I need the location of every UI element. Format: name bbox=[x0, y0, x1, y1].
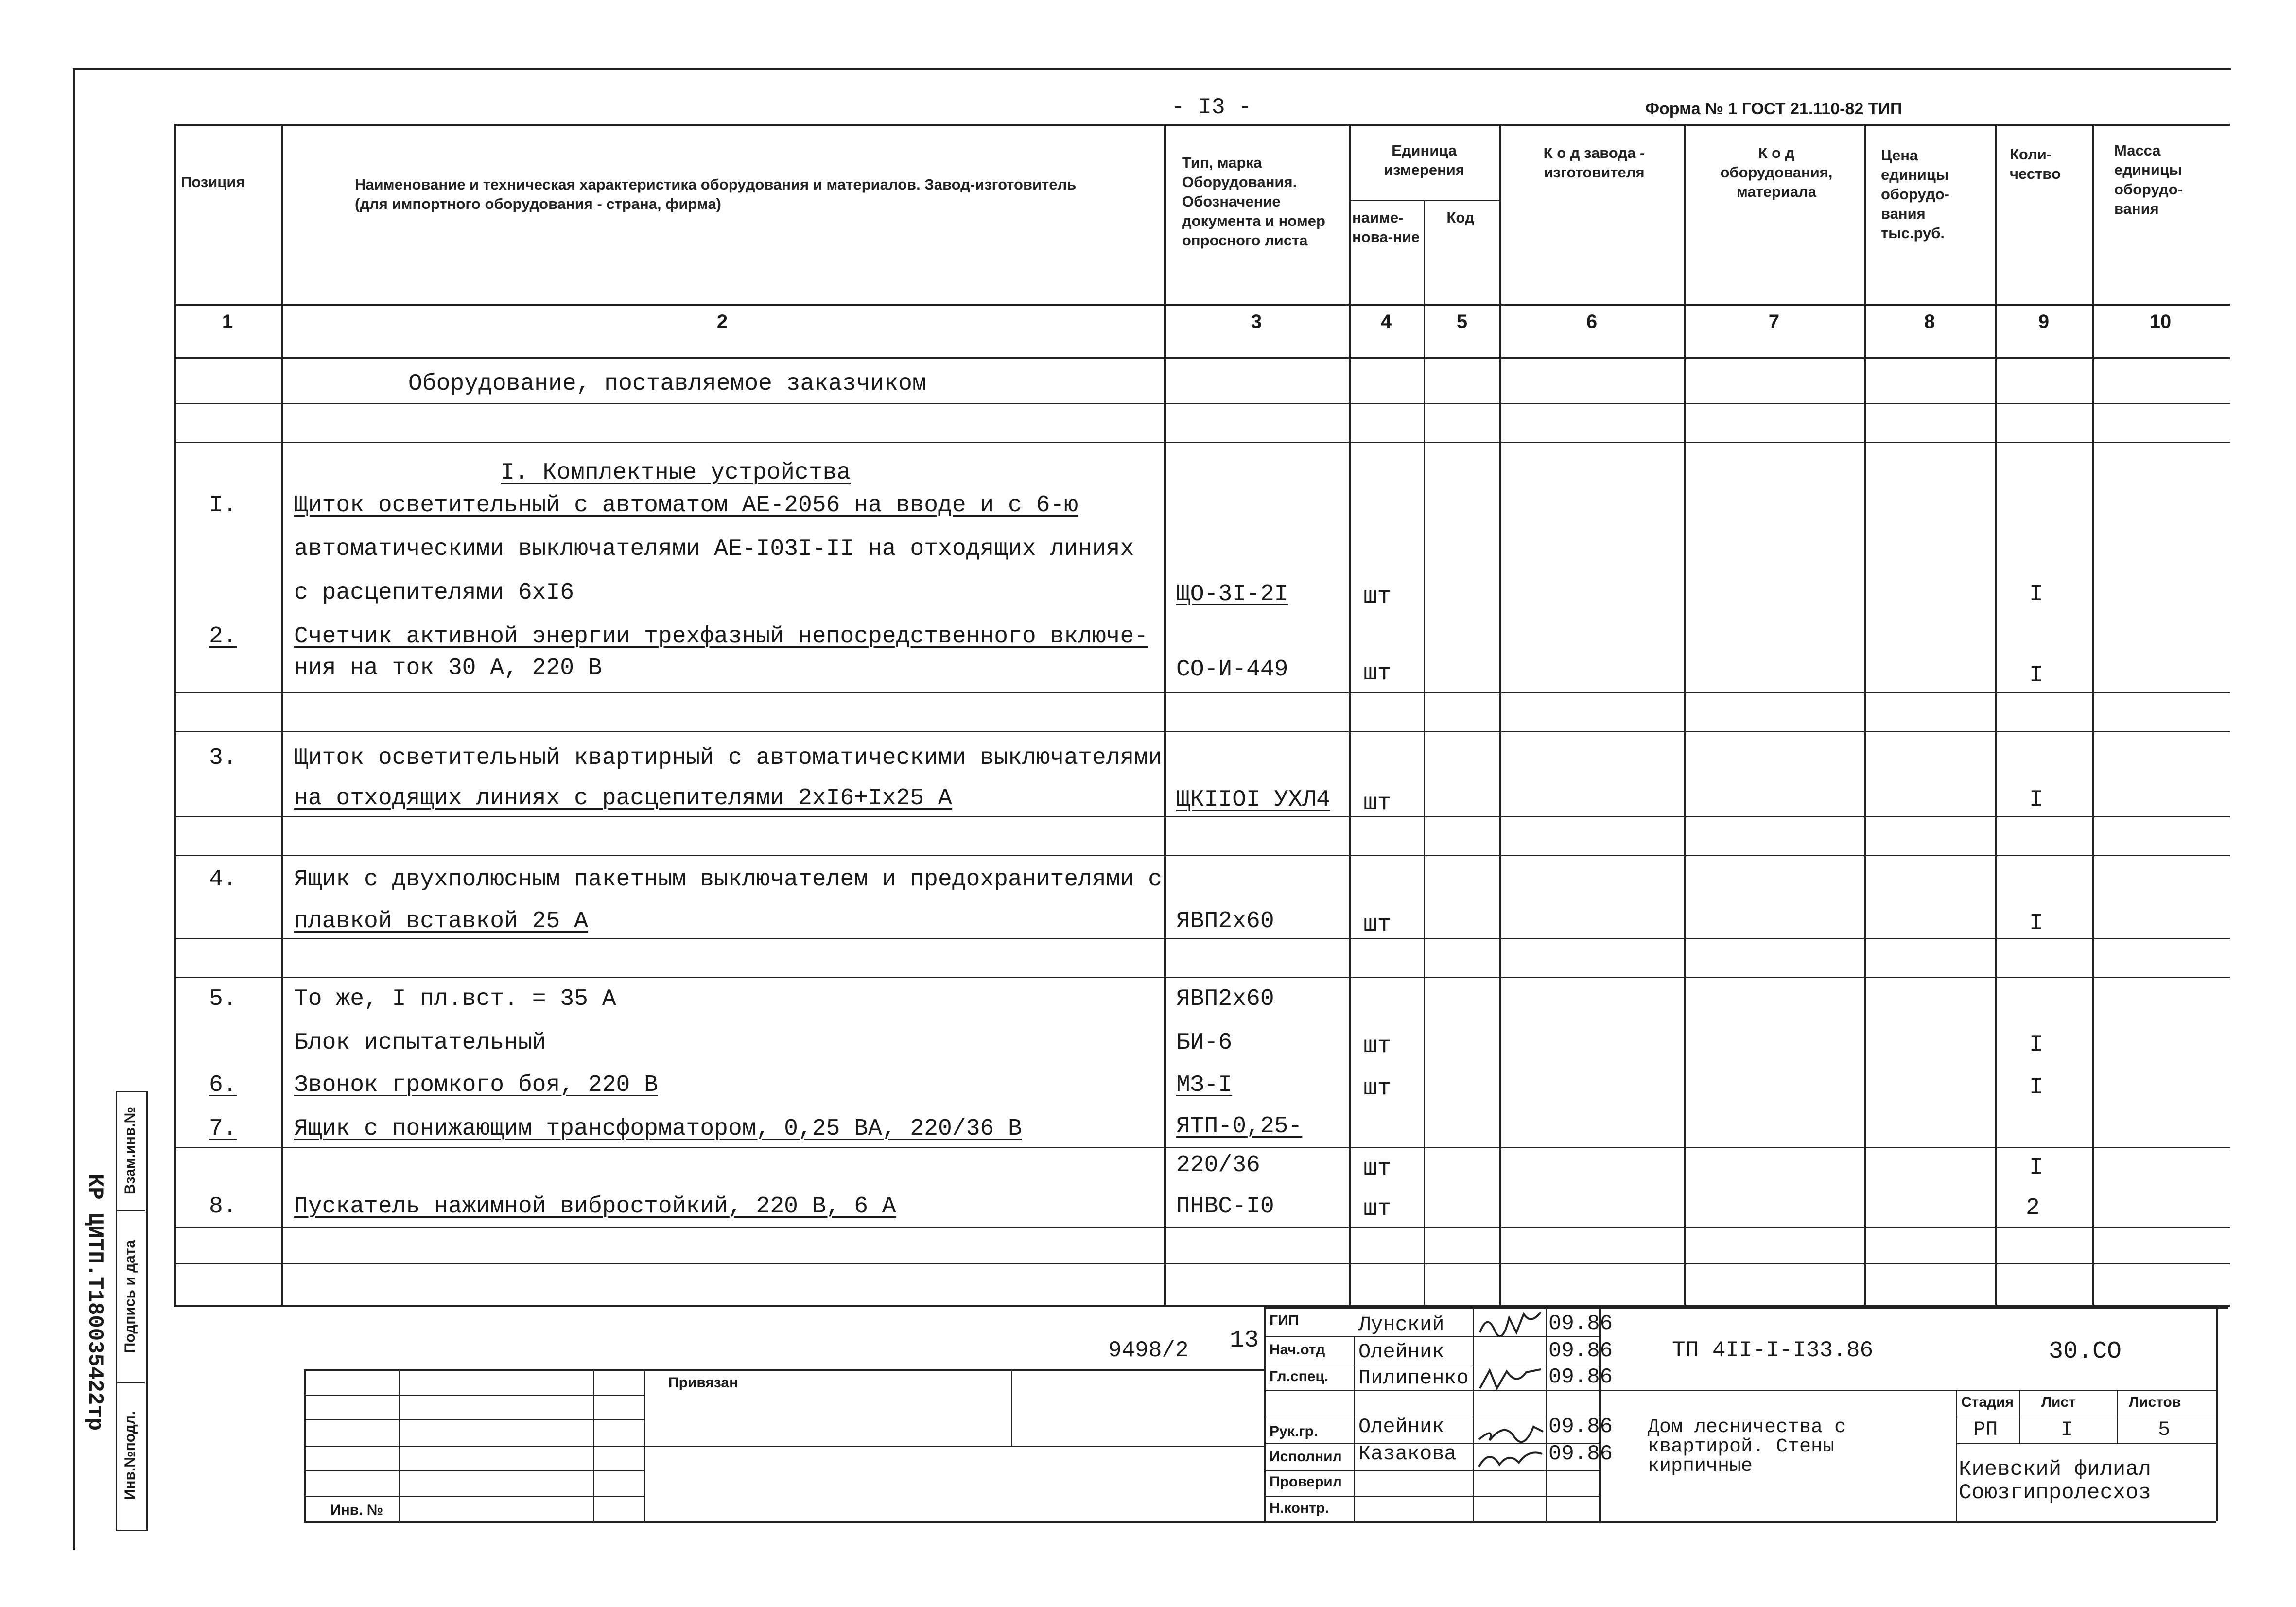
header-bottom-line bbox=[174, 304, 2230, 306]
row-type: БИ-6 bbox=[1176, 1030, 1233, 1056]
col-num-1: 1 bbox=[222, 311, 233, 332]
row-line bbox=[174, 1147, 2230, 1148]
row-line bbox=[174, 816, 2230, 817]
sig-role: Гл.спец. bbox=[1270, 1368, 1329, 1384]
row-unit: шт bbox=[1363, 790, 1392, 816]
col-7-header: К о д оборудования, материала bbox=[1720, 144, 1833, 200]
row-qty: 2 bbox=[2026, 1195, 2040, 1221]
col-num-2: 2 bbox=[716, 311, 728, 332]
col-line-2 bbox=[1164, 124, 1166, 1305]
sig-name: Казакова bbox=[1358, 1442, 1457, 1466]
row-unit: шт bbox=[1363, 912, 1392, 938]
tb-line bbox=[2216, 1307, 2218, 1521]
col-line-1 bbox=[281, 124, 283, 1305]
sig-role: Нач.отд bbox=[1270, 1342, 1325, 1358]
side-stamp-label: Взам.инв.№ bbox=[122, 1106, 138, 1195]
row-name: Пускатель нажимной вибростойкий, 220 В, 6 А bbox=[294, 1193, 896, 1220]
col-num-9: 9 bbox=[2038, 311, 2050, 332]
row-qty: I bbox=[2029, 1155, 2043, 1181]
sheet-value: I bbox=[2061, 1418, 2073, 1441]
row-name: на отходящих линиях с расцепителями 2хI6+Iх25 А bbox=[294, 785, 952, 812]
sheets-header: Листов bbox=[2129, 1394, 2181, 1410]
signature-scribble bbox=[1478, 1366, 1546, 1393]
row-unit: шт bbox=[1363, 1196, 1392, 1222]
col-num-4: 4 bbox=[1380, 311, 1392, 332]
col-5-header: Код bbox=[1446, 209, 1475, 226]
tb-line bbox=[1354, 1336, 1355, 1521]
sig-date: 09.86 bbox=[1548, 1339, 1613, 1363]
tb-line bbox=[304, 1395, 644, 1396]
signature-scribble bbox=[1475, 1443, 1546, 1470]
sig-role: Проверил bbox=[1270, 1474, 1342, 1490]
row-type: ЩКIIOI УХЛ4 bbox=[1176, 787, 1330, 813]
colnum-bottom-line bbox=[174, 357, 2230, 359]
tb-line bbox=[1264, 1496, 1599, 1497]
row-qty: I bbox=[2029, 662, 2043, 689]
inv-label: Инв. № bbox=[330, 1502, 383, 1518]
stage-value: РП bbox=[1973, 1418, 1998, 1441]
tb-line bbox=[1956, 1390, 1957, 1521]
tb-line bbox=[1264, 1390, 2216, 1391]
tb-line bbox=[399, 1369, 400, 1521]
col-num-7: 7 bbox=[1768, 311, 1780, 332]
unit-group-header: Единица измерения bbox=[1384, 142, 1464, 178]
col-num-10: 10 bbox=[2149, 311, 2172, 332]
row-line bbox=[174, 938, 2230, 939]
tb-line bbox=[1473, 1307, 1474, 1521]
col-3-header: Тип, марка Оборудования. Обозначение документа и номер опросного листа bbox=[1182, 154, 1325, 249]
sig-date: 09.86 bbox=[1548, 1415, 1613, 1439]
row-name: Звонок громкого боя, 220 В bbox=[294, 1072, 658, 1098]
organization-name: Киевский филиал Союзгипролесхоз bbox=[1959, 1457, 2152, 1505]
tb-line bbox=[304, 1521, 2216, 1523]
sheet-code: 30.СО bbox=[2049, 1338, 2122, 1365]
row-name: Щиток осветительный с автоматом АЕ-2056 на вводе и с 6-ю bbox=[294, 492, 1078, 518]
row-qty: I bbox=[2029, 1074, 2043, 1101]
row-line bbox=[174, 1227, 2230, 1228]
tb-line bbox=[1011, 1369, 1012, 1446]
col-num-5: 5 bbox=[1456, 311, 1468, 332]
tb-line bbox=[304, 1470, 644, 1471]
sheet-header: Лист bbox=[2041, 1394, 2076, 1410]
tb-line bbox=[304, 1369, 1264, 1371]
order-number: 9498/2 bbox=[1108, 1338, 1189, 1363]
sig-name: Лунский bbox=[1358, 1313, 1444, 1336]
row-unit: шт bbox=[1363, 1156, 1392, 1182]
col-line-6 bbox=[1684, 124, 1686, 1305]
table-top-line bbox=[174, 124, 2230, 126]
section-title: Оборудование, поставляемое заказчиком bbox=[408, 371, 926, 397]
sheets-value: 5 bbox=[2158, 1418, 2171, 1441]
sheet-mark: 13 bbox=[1230, 1327, 1259, 1354]
tb-line bbox=[1956, 1443, 2216, 1444]
col-line-5 bbox=[1499, 124, 1501, 1305]
col-line-9 bbox=[2092, 124, 2094, 1305]
side-stamp-label: Подпись и дата bbox=[122, 1240, 138, 1353]
table-bottom-line bbox=[174, 1305, 2230, 1307]
col-9-header: Коли-чество bbox=[2010, 146, 2061, 182]
row-qty: I bbox=[2029, 581, 2043, 607]
row-pos: 5. bbox=[209, 986, 237, 1012]
row-name: плавкой вставкой 25 А bbox=[294, 908, 588, 934]
tb-line bbox=[304, 1446, 1264, 1447]
tb-line bbox=[1264, 1307, 1266, 1521]
page-number: - I3 - bbox=[1171, 95, 1252, 120]
row-unit: шт bbox=[1363, 584, 1392, 610]
row-qty: I bbox=[2029, 787, 2043, 813]
col-num-6: 6 bbox=[1586, 311, 1598, 332]
col-10-header: Масса единицы оборудо-вания bbox=[2114, 142, 2183, 217]
tb-line bbox=[1264, 1336, 1599, 1337]
stage-header: Стадия bbox=[1961, 1394, 2014, 1410]
row-type: МЗ-I bbox=[1176, 1072, 1233, 1098]
row-line bbox=[174, 403, 2230, 404]
row-unit: шт bbox=[1363, 660, 1392, 687]
row-pos: 3. bbox=[209, 745, 237, 771]
row-type: 220/36 bbox=[1176, 1152, 1260, 1178]
tb-line bbox=[1264, 1307, 2228, 1309]
row-pos: I. bbox=[209, 492, 237, 518]
subsection-title: I. Комплектные устройства bbox=[501, 460, 851, 486]
side-stamp-code: КР ЦИТП.Т180035422тр bbox=[83, 1174, 107, 1431]
row-line bbox=[174, 731, 2230, 732]
frame-left-border bbox=[73, 68, 75, 1550]
tb-line bbox=[593, 1369, 594, 1521]
side-stamp-label: Инв.№подл. bbox=[122, 1411, 138, 1500]
sig-name: Пилипенко bbox=[1358, 1366, 1469, 1390]
row-name: ния на ток 30 А, 220 В bbox=[294, 655, 602, 681]
sig-date: 09.86 bbox=[1548, 1312, 1613, 1336]
privyazan-label: Привязан bbox=[668, 1375, 738, 1391]
project-code: ТП 4II-I-I33.86 bbox=[1672, 1338, 1874, 1363]
sig-role: Рук.гр. bbox=[1270, 1423, 1318, 1439]
row-line bbox=[174, 977, 2230, 978]
row-type: ЩО-3I-2I bbox=[1176, 581, 1288, 607]
form-label: Форма № 1 ГОСТ 21.110-82 ТИП bbox=[1645, 100, 1902, 118]
row-unit: шт bbox=[1363, 1075, 1392, 1102]
row-type: ЯВП2х60 bbox=[1176, 908, 1274, 934]
sig-name: Олейник bbox=[1358, 1415, 1444, 1438]
row-type: ЯТП-0,25- bbox=[1176, 1113, 1303, 1140]
sig-date: 09.86 bbox=[1548, 1442, 1613, 1466]
tb-line bbox=[644, 1369, 645, 1521]
row-name: Ящик с двухполюсным пакетным выключателем и предохранителями с bbox=[294, 866, 1162, 893]
tb-line bbox=[304, 1419, 644, 1420]
row-name: Счетчик активной энергии трехфазный непосредственного включе- bbox=[294, 623, 1148, 650]
tb-line bbox=[304, 1369, 306, 1521]
signature-scribble bbox=[1475, 1417, 1546, 1444]
col-6-header: К о д завода - изготовителя bbox=[1543, 144, 1645, 181]
row-name: То же, I пл.вст. = 35 А bbox=[294, 986, 616, 1012]
col-num-3: 3 bbox=[1251, 311, 1262, 332]
row-name: автоматическими выключателями АЕ-I03I-II на отходящих линиях bbox=[294, 536, 1134, 562]
row-qty: I bbox=[2029, 1032, 2043, 1058]
sig-date: 09.86 bbox=[1548, 1365, 1613, 1389]
tb-line bbox=[1546, 1307, 1547, 1521]
col-1-header: Позиция bbox=[181, 173, 245, 190]
sig-name: Олейник bbox=[1358, 1340, 1444, 1364]
col-line-8 bbox=[1995, 124, 1997, 1305]
row-name: Щиток осветительный квартирный с автоматическими выключателями bbox=[294, 745, 1162, 771]
sig-role: Исполнил bbox=[1270, 1449, 1342, 1465]
row-name: с расцепителями 6хI6 bbox=[294, 580, 574, 606]
col-4-header: наиме-нова-ние bbox=[1352, 209, 1420, 245]
col-line-0 bbox=[174, 124, 176, 1305]
document-description: Дом лесничества с квартирой. Стены кирпичные bbox=[1648, 1417, 1846, 1477]
frame-top-border bbox=[73, 68, 2231, 70]
row-qty: I bbox=[2029, 910, 2043, 936]
row-line bbox=[174, 855, 2230, 856]
row-pos: 6. bbox=[209, 1072, 237, 1098]
col-line-7 bbox=[1864, 124, 1866, 1305]
col-8-header: Цена единицы оборудо-вания тыс.руб. bbox=[1881, 147, 1949, 242]
row-unit: шт bbox=[1363, 1033, 1392, 1059]
signature-scribble bbox=[1478, 1308, 1546, 1337]
col-2-header: Наименование и техническая характеристика оборудования и материалов. Завод-изготовитель (для импортного оборудования - страна, фирма) bbox=[355, 176, 1077, 212]
row-name: Ящик с понижающим трансформатором, 0,25 ВА, 220/36 В bbox=[294, 1116, 1022, 1142]
col-num-8: 8 bbox=[1924, 311, 1935, 332]
row-pos: 2. bbox=[209, 623, 237, 650]
side-stamp-divider bbox=[116, 1210, 145, 1211]
row-line bbox=[174, 1263, 2230, 1264]
row-pos: 7. bbox=[209, 1116, 237, 1142]
sig-role: Н.контр. bbox=[1270, 1500, 1329, 1516]
row-pos: 4. bbox=[209, 866, 237, 893]
row-pos: 8. bbox=[209, 1193, 237, 1220]
sig-role: ГИП bbox=[1270, 1313, 1299, 1329]
row-line bbox=[174, 692, 2230, 693]
row-line bbox=[174, 442, 2230, 443]
tb-line bbox=[304, 1496, 644, 1497]
col-line-3 bbox=[1349, 124, 1351, 1305]
col-line-4 bbox=[1424, 200, 1425, 1305]
row-type: ЯВП2х60 bbox=[1176, 986, 1274, 1012]
row-type: СО-И-449 bbox=[1176, 657, 1288, 683]
row-type: ПНВС-I0 bbox=[1176, 1193, 1274, 1220]
row-name: Блок испытательный bbox=[294, 1030, 546, 1056]
tb-line bbox=[1264, 1470, 1599, 1471]
